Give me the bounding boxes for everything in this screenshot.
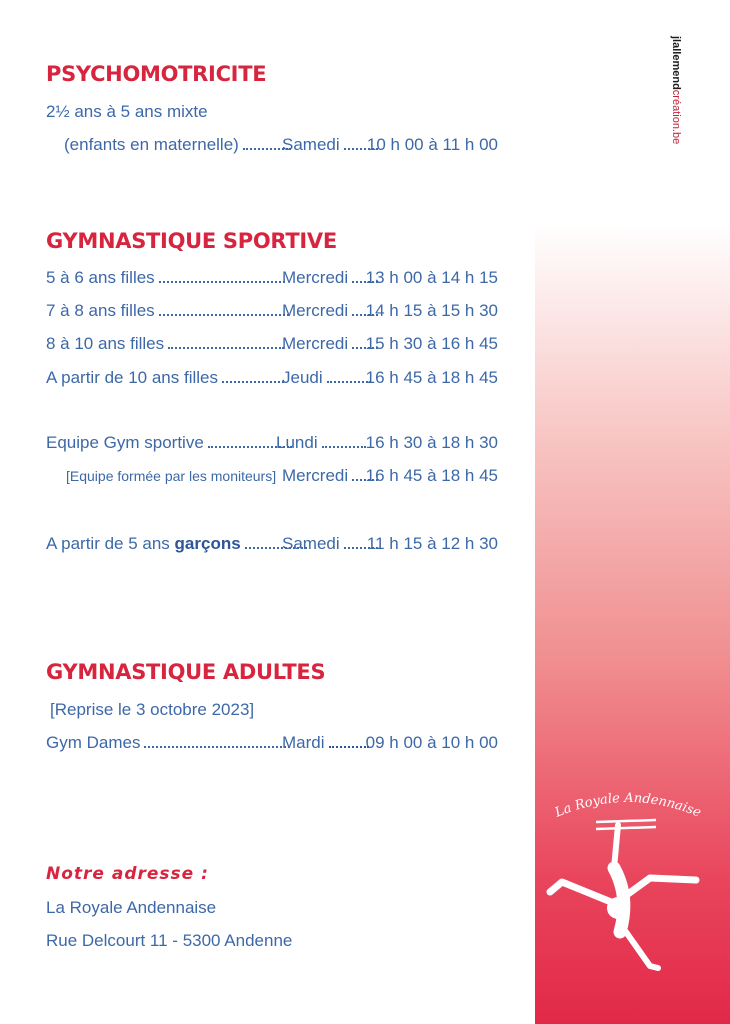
schedule-row bbox=[46, 268, 498, 288]
row-label: (enfants en maternelle) bbox=[64, 135, 239, 154]
logo-text: La Royale Andennaise bbox=[552, 790, 704, 821]
section-title-gym-adultes: GYMNASTIQUE ADULTES bbox=[46, 660, 326, 684]
row-time: 09 h 00 à 10 h 00 bbox=[365, 733, 498, 752]
psychomotricite-age-line: 2½ ans à 5 ans mixte bbox=[46, 102, 208, 121]
designer-credit bbox=[648, 36, 718, 166]
row-day: Mardi bbox=[282, 733, 325, 752]
row-day: Lundi bbox=[276, 433, 318, 452]
dot-leader bbox=[159, 269, 285, 283]
section-title-psychomotricite: PSYCHOMOTRICITE bbox=[46, 62, 267, 86]
dot-leader bbox=[327, 369, 371, 383]
row-time: 11 h 15 à 12 h 30 bbox=[366, 534, 498, 553]
schedule-row bbox=[46, 433, 498, 453]
dot-leader bbox=[159, 302, 289, 316]
address-street: Rue Delcourt 11 - 5300 Andenne bbox=[46, 931, 293, 950]
row-label: Equipe Gym sportive bbox=[46, 433, 204, 452]
dot-leader bbox=[322, 434, 366, 448]
row-day: Mercredi bbox=[282, 334, 349, 353]
row-day: Mercredi bbox=[282, 466, 349, 485]
section-title-gym-sportive: GYMNASTIQUE SPORTIVE bbox=[46, 229, 337, 253]
row-label: 7 à 8 ans filles bbox=[46, 301, 155, 320]
dot-leader bbox=[144, 734, 290, 748]
row-time: 13 h 00 à 14 h 15 bbox=[365, 268, 498, 287]
address-title: Notre adresse : bbox=[46, 864, 209, 884]
row-time: 16 h 45 à 18 h 45 bbox=[365, 368, 498, 387]
svg-text:La Royale Andennaise bbox=[552, 791, 703, 821]
schedule-row bbox=[46, 301, 498, 321]
dot-leader bbox=[329, 734, 369, 748]
dot-leader bbox=[222, 369, 284, 383]
row-time: 14 h 15 à 15 h 30 bbox=[365, 301, 498, 320]
address-name: La Royale Andennaise bbox=[46, 898, 217, 917]
row-time: 16 h 30 à 18 h 30 bbox=[365, 433, 498, 452]
dot-leader bbox=[168, 335, 284, 349]
row-time: 15 h 30 à 16 h 45 bbox=[365, 334, 498, 353]
row-label: A partir de 5 ans bbox=[46, 534, 170, 553]
schedule-row bbox=[46, 534, 498, 554]
schedule-row bbox=[46, 135, 498, 155]
row-label: 8 à 10 ans filles bbox=[46, 334, 165, 353]
credit-brand: jlallemend bbox=[670, 36, 682, 90]
row-label: Gym Dames bbox=[46, 733, 141, 752]
row-label-emphasis: garçons bbox=[174, 534, 241, 553]
row-day: Samedi bbox=[282, 135, 340, 154]
credit-suffix: création.be bbox=[670, 89, 682, 145]
schedule-row bbox=[46, 733, 498, 753]
schedule-row bbox=[46, 368, 498, 388]
row-time: 16 h 45 à 18 h 45 bbox=[365, 466, 498, 485]
row-label: 5 à 6 ans filles bbox=[46, 268, 155, 287]
row-day: Mercredi bbox=[282, 301, 349, 320]
row-day: Mercredi bbox=[282, 268, 349, 287]
schedule-row bbox=[46, 466, 498, 486]
row-note: [Equipe formée par les moniteurs] bbox=[66, 468, 277, 484]
adultes-note: [Reprise le 3 octobre 2023] bbox=[50, 700, 255, 719]
row-time: 10 h 00 à 11 h 00 bbox=[366, 135, 498, 154]
row-day: Samedi bbox=[282, 534, 340, 553]
schedule-row bbox=[46, 334, 498, 354]
row-label: A partir de 10 ans filles bbox=[46, 368, 218, 387]
club-logo bbox=[538, 782, 718, 982]
row-day: Jeudi bbox=[282, 368, 323, 387]
